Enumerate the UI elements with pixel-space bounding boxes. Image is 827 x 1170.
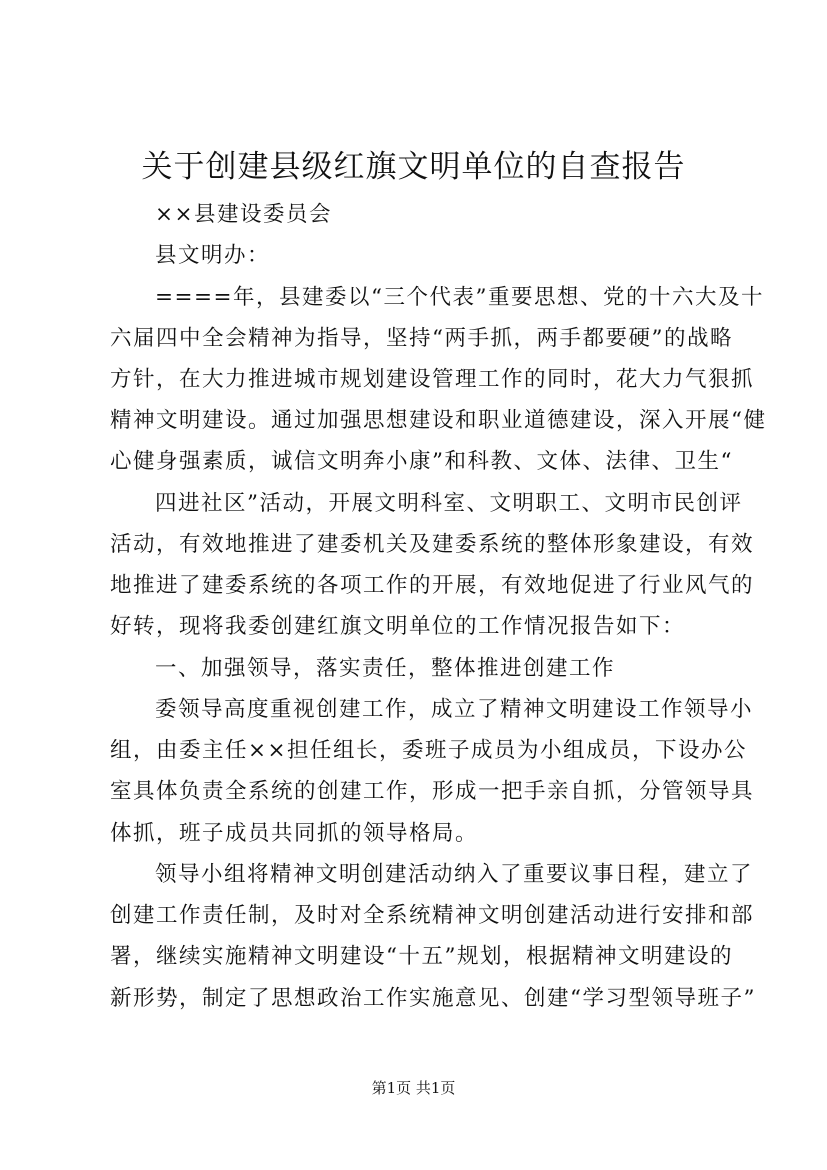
author-line: ××县建设委员会	[155, 202, 333, 227]
body-line: 四进社区”活动，开展文明科室、文明职工、文明市民创评	[155, 491, 743, 516]
body-line: 好转，现将我委创建红旗文明单位的工作情况报告如下：	[110, 614, 686, 639]
body-line: 组，由委主任××担任组长，委班子成员为小组成员，下设办公	[110, 738, 748, 763]
body-line: 署，继续实施精神文明建设“十五”规划，根据精神文明建设的	[110, 944, 733, 969]
body-line: ====年，县建委以“三个代表”重要思想、党的十六大及十	[155, 285, 765, 310]
document-title: 关于创建县级红旗文明单位的自查报告	[141, 149, 686, 185]
body-line: 六届四中全会精神为指导，坚持“两手抓，两手都要硬”的战略	[110, 326, 733, 351]
body-line: 室具体负责全系统的创建工作，形成一把手亲自抓，分管领导具	[110, 779, 755, 804]
body-line: 活动，有效地推进了建委机关及建委系统的整体形象建设，有效	[110, 532, 755, 557]
body-line: 新形势，制定了思想政治工作实施意见、创建“学习型领导班子”	[110, 986, 756, 1011]
body-line: 体抓，班子成员共同抓的领导格局。	[110, 821, 479, 846]
section-heading: 一、加强领导，落实责任，整体推进创建工作	[155, 656, 616, 681]
body-line: 地推进了建委系统的各项工作的开展，有效地促进了行业风气的	[110, 573, 755, 598]
body-line: 领导小组将精神文明创建活动纳入了重要议事日程，建立了	[155, 862, 754, 887]
body-line: 精神文明建设。通过加强思想建设和职业道德建设，深入开展“健	[110, 408, 767, 433]
body-line: 心健身强素质，诚信文明奔小康”和科教、文体、法律、卫生“	[110, 449, 733, 474]
recipient-line: 县文明办：	[155, 243, 271, 268]
body-line: 方针，在大力推进城市规划建设管理工作的同时，花大力气狠抓	[110, 367, 755, 392]
body-line: 创建工作责任制，及时对全系统精神文明创建活动进行安排和部	[110, 903, 755, 928]
page-number: 第1页 共1页	[371, 1079, 456, 1097]
body-line: 委领导高度重视创建工作，成立了精神文明建设工作领导小	[155, 697, 754, 722]
